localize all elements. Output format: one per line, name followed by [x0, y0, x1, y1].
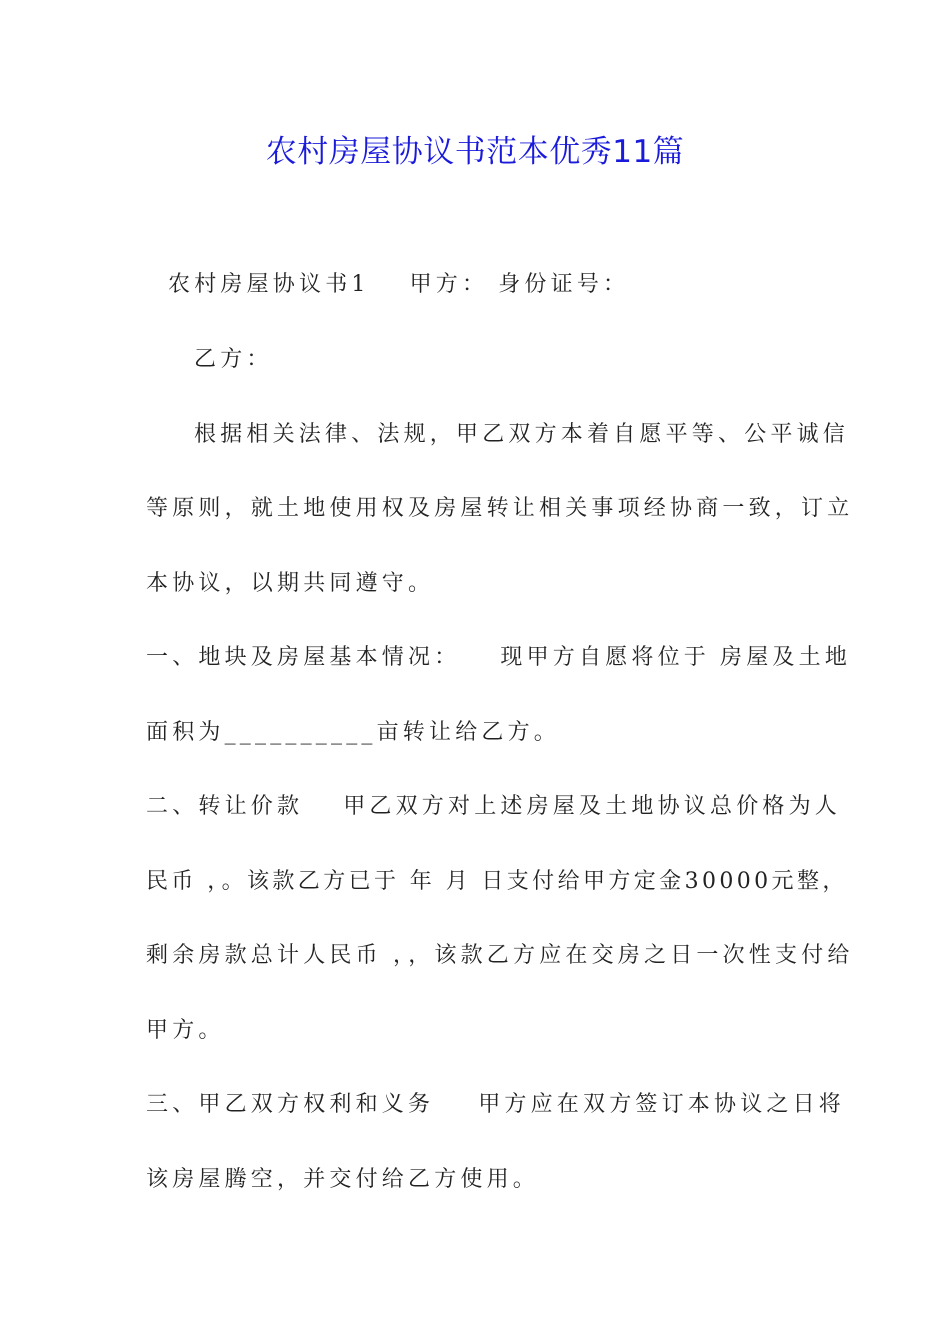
paragraph-text: 甲方。	[146, 1018, 225, 1043]
text-line-3	[194, 418, 874, 452]
clause-heading-3: 三、甲乙双方权利和义务	[146, 1092, 435, 1117]
text-line-2	[194, 343, 874, 377]
text-line-8	[146, 790, 842, 824]
text-line-9	[146, 865, 848, 899]
text-line-4	[146, 492, 854, 526]
text-line-5	[146, 567, 826, 601]
clause-heading-2: 二、转让价款	[146, 794, 304, 819]
text-line-10	[146, 939, 854, 973]
party-a-label: 甲方：	[409, 272, 489, 297]
text-line-13	[146, 1163, 826, 1197]
text-line-1	[168, 268, 848, 302]
paragraph-text: 该房屋腾空，并交付给乙方使用。	[146, 1167, 540, 1192]
paragraph-text: 根据相关法律、法规，甲乙双方本着自愿平等、公平诚信	[194, 422, 850, 447]
party-b-label: 乙方：	[194, 347, 273, 372]
paragraph-text: 房屋及土地	[720, 645, 852, 670]
text-line-11	[146, 1014, 826, 1048]
clause-heading-1: 一、地块及房屋基本情况：	[146, 645, 461, 670]
text-line-7	[146, 716, 826, 750]
paragraph-text: 面积为__________亩转让给乙方。	[146, 720, 561, 745]
paragraph-text: 剩余房款总计人民币 ，，该款乙方应在交房之日一次性支付给	[146, 943, 854, 968]
text-line-6	[146, 641, 852, 675]
paragraph-text: 等原则，就土地使用权及房屋转让相关事项经协商一致，订立	[146, 496, 854, 521]
id-number-label: 身份证号：	[498, 272, 630, 297]
paragraph-text: 民币 ，。该款乙方已于 年 月 日支付给甲方定金30000元整，	[146, 869, 848, 894]
paragraph-text: 本协议，以期共同遵守。	[146, 571, 435, 596]
section-heading: 农村房屋协议书1	[168, 272, 370, 297]
paragraph-text: 现甲方自愿将位于	[500, 645, 711, 670]
document-title: 农村房屋协议书范本优秀11篇	[265, 134, 685, 170]
paragraph-text: 甲乙双方对上述房屋及土地协议总价格为人	[343, 794, 842, 819]
text-line-12	[146, 1088, 846, 1122]
paragraph-text: 甲方应在双方签订本协议之日将	[478, 1092, 846, 1117]
